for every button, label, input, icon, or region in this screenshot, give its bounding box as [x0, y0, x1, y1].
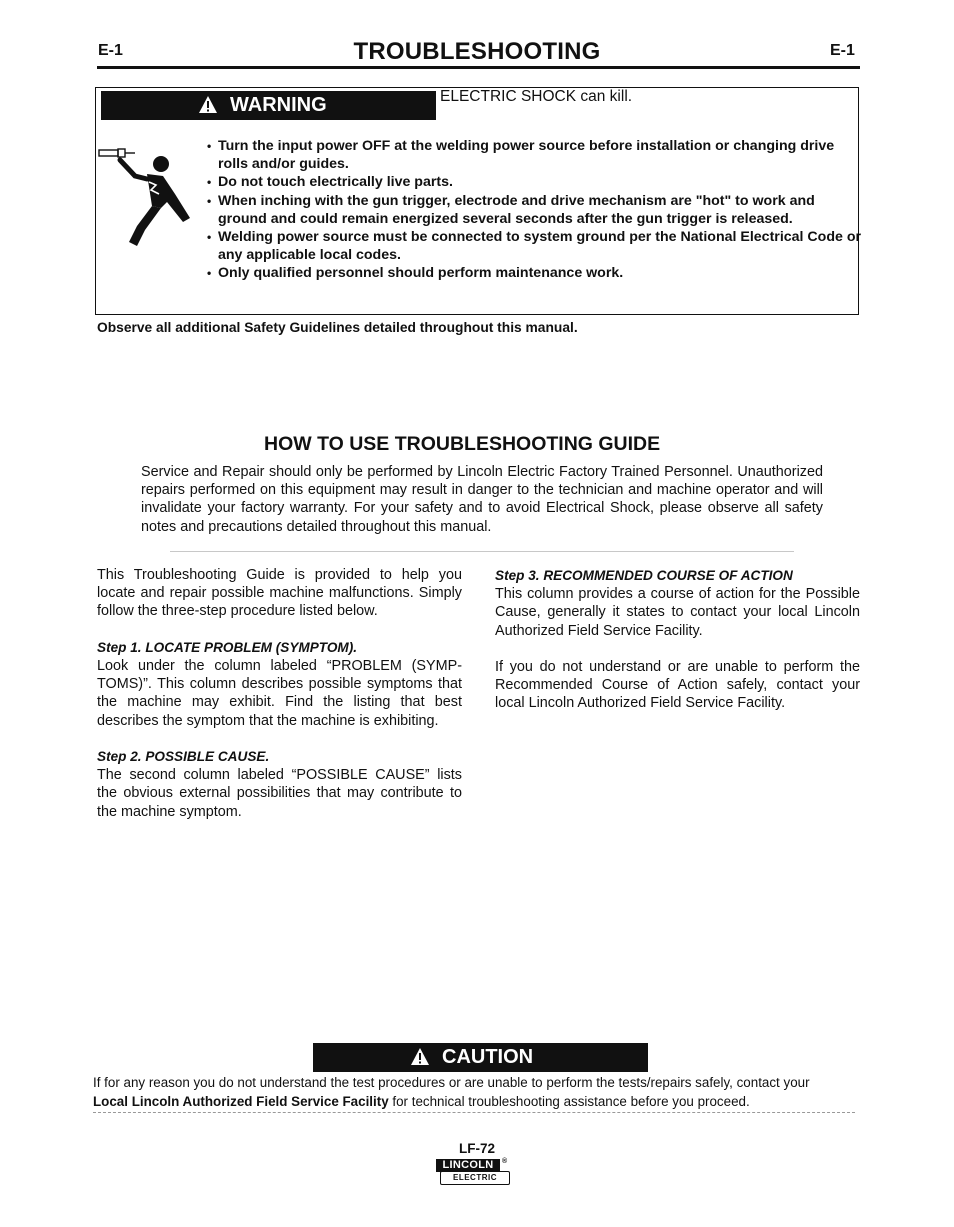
- caution-text: [93, 1074, 858, 1111]
- step1-text: Look under the column labeled “PROBLEM (SYMPTOMS)”. This column describes possible symptoms that the machine may exhibit. Find the listing that best describes the symptom that the machine is exhibiting.: [97, 658, 462, 729]
- step3-text: This column provides a course of action for the Possible Cause, generally it states to contact your local Lincoln Authorized Field Service Facility.: [495, 586, 860, 639]
- section-code-left: E-1: [98, 42, 123, 59]
- caution-banner: [313, 1043, 648, 1072]
- logo-top-text: LINCOLN: [436, 1159, 500, 1172]
- warning-item: • Welding power source must be connected to system ground per the National Electrical Code or any applicable local codes.: [207, 228, 862, 264]
- model-code: LF-72: [458, 1141, 495, 1156]
- guide-left-column: [97, 566, 462, 839]
- warning-banner: [101, 91, 436, 120]
- guide-intro: Service and Repair should only be performed by Lincoln Electric Factory Trained Personnel. Unauthorized repairs performed on this equipment may result in danger to the technician and machine operator and will invalidate your factory warranty. For your safety and to avoid Electrical Shock, please observe all safety notes and precautions detailed throughout this manual.: [141, 464, 823, 535]
- warning-item: • When inching with the gun trigger, electrode and drive mechanism are "hot" to work and ground and could remain energized several seconds after the gun trigger is released.: [207, 192, 862, 228]
- warning-item: • Turn the input power OFF at the welding power source before installation or changing drive rolls and/or guides.: [207, 137, 862, 173]
- warning-item: • Only qualified personnel should perform maintenance work.: [207, 264, 862, 282]
- warning-subtitle: ELECTRIC SHOCK can kill.: [440, 88, 633, 105]
- step3-note: If you do not understand or are unable to perform the Recommended Course of Action safely, contact your local Lincoln Authorized Field Service Facility.: [495, 659, 860, 712]
- warning-triangle-icon: [198, 95, 218, 114]
- guide-heading: HOW TO USE TROUBLESHOOTING GUIDE: [264, 433, 661, 455]
- caution-label: CAUTION: [442, 1046, 534, 1068]
- logo-registered-mark: ®: [502, 1158, 508, 1165]
- header-rule: [97, 66, 860, 69]
- caution-text-after: for technical troubleshooting assistance before you proceed.: [388, 1093, 750, 1109]
- warning-item: • Do not touch electrically live parts.: [207, 173, 862, 191]
- guide-right-column: [495, 567, 860, 731]
- observe-guidelines-note: Observe all additional Safety Guidelines detailed throughout this manual.: [97, 320, 578, 335]
- electric-shock-hazard-icon: [97, 146, 197, 248]
- logo-bottom-text: ELECTRIC: [440, 1171, 510, 1185]
- warning-list: [207, 137, 862, 283]
- section-code-right: E-1: [830, 42, 855, 59]
- caution-facility-name: Local Lincoln Authorized Field Service Facility: [93, 1093, 389, 1109]
- guide-left-intro: This Troubleshooting Guide is provided to help you locate and repair possible machine malfunctions. Simply follow the three-step procedure listed below.: [97, 567, 462, 620]
- step2-title: Step 2. POSSIBLE CAUSE.: [97, 749, 270, 764]
- warning-label: WARNING: [230, 94, 327, 116]
- lincoln-electric-logo: [434, 1159, 510, 1187]
- guide-divider: [170, 551, 794, 552]
- caution-text-before: If for any reason you do not understand the test procedures or are unable to perform the tests/repairs safely, contact your: [93, 1075, 810, 1090]
- caution-divider: [93, 1112, 855, 1113]
- page-title: TROUBLESHOOTING: [353, 38, 601, 65]
- step3-title: Step 3. RECOMMENDED COURSE OF ACTION: [495, 568, 793, 583]
- step2-text: The second column labeled “POSSIBLE CAUSE” lists the obvious external possibilities that may contribute to the machine symptom.: [97, 767, 462, 820]
- step1-title: Step 1. LOCATE PROBLEM (SYMPTOM).: [97, 639, 358, 655]
- caution-triangle-icon: [410, 1047, 430, 1066]
